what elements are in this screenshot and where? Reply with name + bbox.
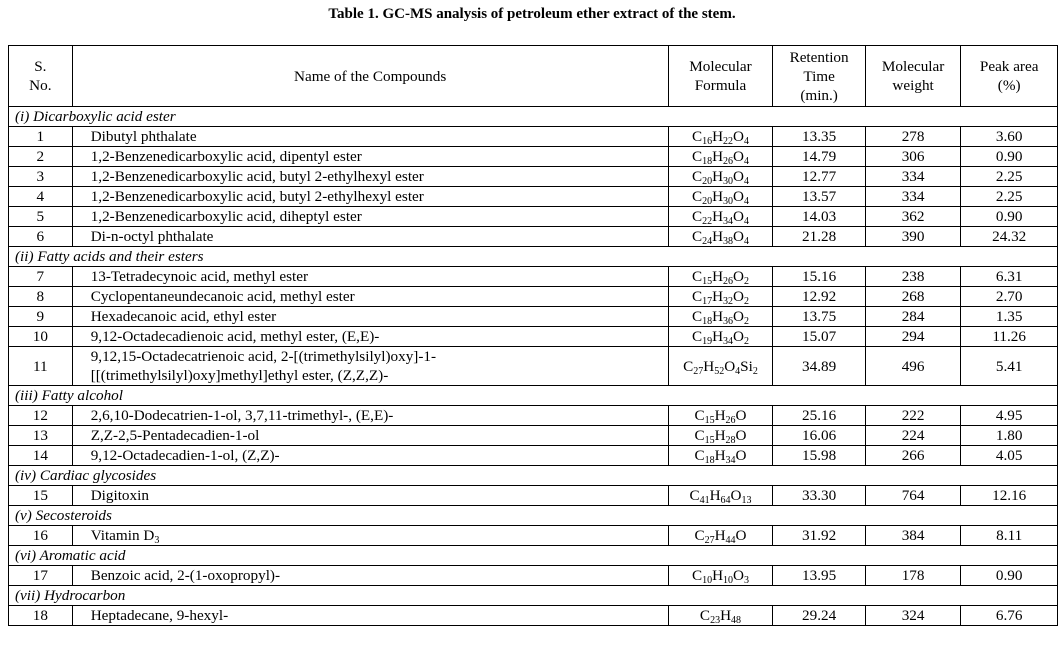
table-row [9, 227, 1058, 247]
cell-compound-name: Cyclopentaneundecanoic acid, methyl ester [72, 287, 668, 307]
cell-molecular-formula: $C_{19}H_{34}O_2$ [668, 327, 773, 347]
table-row [9, 167, 1058, 187]
category-row [9, 546, 1058, 566]
header-name: Name of the Compounds [72, 46, 668, 107]
cell-molecular-formula: $C_{18}H_{36}O_2$ [668, 307, 773, 327]
cell-retention-time: 16.06 [773, 426, 865, 446]
cell-molecular-weight: 294 [865, 327, 961, 347]
table-row [9, 327, 1058, 347]
category-label: (vii) Hydrocarbon [9, 586, 1058, 606]
cell-sno: 18 [9, 606, 73, 626]
cell-molecular-formula: $C_{23}H_{48}$ [668, 606, 773, 626]
cell-compound-name: 2,6,10-Dodecatrien-1-ol, 3,7,11-trimethyl-, (E,E)- [72, 406, 668, 426]
category-label: (iv) Cardiac glycosides [9, 466, 1058, 486]
table-header-row [9, 46, 1058, 107]
cell-molecular-formula: $C_{15}H_{28}O$ [668, 426, 773, 446]
table-row [9, 207, 1058, 227]
cell-molecular-formula: $C_{16}H_{22}O_4$ [668, 127, 773, 147]
table-row [9, 486, 1058, 506]
category-row [9, 466, 1058, 486]
cell-molecular-weight: 222 [865, 406, 961, 426]
cell-molecular-formula: $C_{18}H_{34}O$ [668, 446, 773, 466]
cell-peak-area: 2.25 [961, 187, 1058, 207]
cell-retention-time: 31.92 [773, 526, 865, 546]
cell-molecular-weight: 178 [865, 566, 961, 586]
table-row [9, 307, 1058, 327]
table-title: Table 1. GC-MS analysis of petroleum ether extract of the stem. [328, 6, 736, 22]
header-sno: S. No. [9, 46, 73, 107]
cell-peak-area: 1.80 [961, 426, 1058, 446]
cell-compound-name: 9,12,15-Octadecatrienoic acid, 2-[(trimethylsilyl)oxy]-1- [[(trimethylsilyl)oxy]methyl]ethyl ester, (Z,Z,Z)- [72, 347, 668, 386]
cell-retention-time: 13.57 [773, 187, 865, 207]
cell-peak-area: 24.32 [961, 227, 1058, 247]
cell-molecular-formula: $C_{27}H_{44}O$ [668, 526, 773, 546]
cell-peak-area: 8.11 [961, 526, 1058, 546]
cell-sno: 13 [9, 426, 73, 446]
table-body [9, 107, 1058, 626]
cell-sno: 7 [9, 267, 73, 287]
cell-molecular-weight: 764 [865, 486, 961, 506]
cell-sno: 5 [9, 207, 73, 227]
cell-retention-time: 13.35 [773, 127, 865, 147]
table-row [9, 127, 1058, 147]
cell-retention-time: 13.75 [773, 307, 865, 327]
category-label: (vi) Aromatic acid [9, 546, 1058, 566]
cell-molecular-weight: 362 [865, 207, 961, 227]
cell-molecular-formula: $C_{20}H_{30}O_4$ [668, 187, 773, 207]
cell-molecular-weight: 224 [865, 426, 961, 446]
table-row [9, 187, 1058, 207]
cell-molecular-weight: 278 [865, 127, 961, 147]
cell-peak-area: 12.16 [961, 486, 1058, 506]
cell-compound-name: 1,2-Benzenedicarboxylic acid, diheptyl ester [72, 207, 668, 227]
table-row [9, 526, 1058, 546]
cell-molecular-formula: $C_{27}H_{52}O_4Si_2$ [668, 347, 773, 386]
table-row [9, 287, 1058, 307]
cell-compound-name: Z,Z-2,5-Pentadecadien-1-ol [72, 426, 668, 446]
cell-compound-name: Heptadecane, 9-hexyl- [72, 606, 668, 626]
cell-molecular-weight: 268 [865, 287, 961, 307]
cell-peak-area: 3.60 [961, 127, 1058, 147]
category-label: (i) Dicarboxylic acid ester [9, 107, 1058, 127]
cell-retention-time: 34.89 [773, 347, 865, 386]
cell-sno: 10 [9, 327, 73, 347]
cell-compound-name: 1,2-Benzenedicarboxylic acid, butyl 2-ethylhexyl ester [72, 187, 668, 207]
cell-molecular-formula: $C_{17}H_{32}O_2$ [668, 287, 773, 307]
header-retention-time: Retention Time (min.) [773, 46, 865, 107]
cell-sno: 11 [9, 347, 73, 386]
cell-retention-time: 33.30 [773, 486, 865, 506]
cell-sno: 15 [9, 486, 73, 506]
category-row [9, 386, 1058, 406]
cell-sno: 4 [9, 187, 73, 207]
header-peak-area: Peak area (%) [961, 46, 1058, 107]
table-row [9, 147, 1058, 167]
cell-molecular-formula: $C_{15}H_{26}O_2$ [668, 267, 773, 287]
cell-peak-area: 2.70 [961, 287, 1058, 307]
cell-peak-area: 11.26 [961, 327, 1058, 347]
cell-retention-time: 15.07 [773, 327, 865, 347]
cell-retention-time: 14.79 [773, 147, 865, 167]
table-row [9, 566, 1058, 586]
cell-peak-area: 1.35 [961, 307, 1058, 327]
cell-sno: 14 [9, 446, 73, 466]
cell-compound-name: Benzoic acid, 2-(1-oxopropyl)- [72, 566, 668, 586]
cell-compound-name: Dibutyl phthalate [72, 127, 668, 147]
cell-molecular-formula: $C_{41}H_{64}O_{13}$ [668, 486, 773, 506]
category-label: (ii) Fatty acids and their esters [9, 247, 1058, 267]
cell-retention-time: 15.16 [773, 267, 865, 287]
cell-sno: 9 [9, 307, 73, 327]
cell-peak-area: 6.31 [961, 267, 1058, 287]
cell-sno: 17 [9, 566, 73, 586]
table-row [9, 267, 1058, 287]
cell-compound-name: Hexadecanoic acid, ethyl ester [72, 307, 668, 327]
cell-compound-name: Vitamin $D_3$ [72, 526, 668, 546]
cell-retention-time: 29.24 [773, 606, 865, 626]
cell-compound-name: 1,2-Benzenedicarboxylic acid, dipentyl ester [72, 147, 668, 167]
cell-retention-time: 21.28 [773, 227, 865, 247]
category-row [9, 506, 1058, 526]
cell-compound-name: Digitoxin [72, 486, 668, 506]
cell-sno: 12 [9, 406, 73, 426]
header-molecular-weight: Molecular weight [865, 46, 961, 107]
cell-compound-name: Di-n-octyl phthalate [72, 227, 668, 247]
category-label: (iii) Fatty alcohol [9, 386, 1058, 406]
cell-molecular-formula: $C_{10}H_{10}O_3$ [668, 566, 773, 586]
cell-molecular-formula: $C_{18}H_{26}O_4$ [668, 147, 773, 167]
table-row [9, 406, 1058, 426]
header-formula: Molecular Formula [668, 46, 773, 107]
cell-sno: 1 [9, 127, 73, 147]
cell-retention-time: 12.77 [773, 167, 865, 187]
cell-peak-area: 0.90 [961, 566, 1058, 586]
cell-molecular-weight: 384 [865, 526, 961, 546]
cell-molecular-formula: $C_{20}H_{30}O_4$ [668, 167, 773, 187]
category-label: (v) Secosteroids [9, 506, 1058, 526]
cell-peak-area: 2.25 [961, 167, 1058, 187]
cell-molecular-formula: $C_{22}H_{34}O_4$ [668, 207, 773, 227]
cell-compound-name: 9,12-Octadecadienoic acid, methyl ester, (E,E)- [72, 327, 668, 347]
cell-molecular-formula: $C_{24}H_{38}O_4$ [668, 227, 773, 247]
category-row [9, 107, 1058, 127]
cell-sno: 8 [9, 287, 73, 307]
cell-peak-area: 4.95 [961, 406, 1058, 426]
table-row [9, 426, 1058, 446]
cell-compound-name: 9,12-Octadecadien-1-ol, (Z,Z)- [72, 446, 668, 466]
cell-retention-time: 15.98 [773, 446, 865, 466]
table-row [9, 606, 1058, 626]
table-row [9, 347, 1058, 386]
cell-peak-area: 0.90 [961, 147, 1058, 167]
cell-molecular-weight: 324 [865, 606, 961, 626]
category-row [9, 247, 1058, 267]
cell-sno: 16 [9, 526, 73, 546]
cell-peak-area: 6.76 [961, 606, 1058, 626]
cell-molecular-weight: 334 [865, 187, 961, 207]
cell-compound-name: 1,2-Benzenedicarboxylic acid, butyl 2-ethylhexyl ester [72, 167, 668, 187]
cell-molecular-weight: 306 [865, 147, 961, 167]
cell-sno: 6 [9, 227, 73, 247]
cell-peak-area: 5.41 [961, 347, 1058, 386]
gc-ms-table [8, 45, 1058, 626]
cell-peak-area: 4.05 [961, 446, 1058, 466]
cell-peak-area: 0.90 [961, 207, 1058, 227]
cell-molecular-weight: 496 [865, 347, 961, 386]
cell-compound-name: 13-Tetradecynoic acid, methyl ester [72, 267, 668, 287]
category-row [9, 586, 1058, 606]
cell-molecular-weight: 334 [865, 167, 961, 187]
cell-retention-time: 13.95 [773, 566, 865, 586]
cell-molecular-weight: 390 [865, 227, 961, 247]
cell-retention-time: 25.16 [773, 406, 865, 426]
cell-molecular-weight: 266 [865, 446, 961, 466]
cell-molecular-weight: 238 [865, 267, 961, 287]
cell-sno: 3 [9, 167, 73, 187]
cell-retention-time: 12.92 [773, 287, 865, 307]
cell-retention-time: 14.03 [773, 207, 865, 227]
cell-molecular-weight: 284 [865, 307, 961, 327]
cell-sno: 2 [9, 147, 73, 167]
cell-molecular-formula: $C_{15}H_{26}O$ [668, 406, 773, 426]
table-row [9, 446, 1058, 466]
